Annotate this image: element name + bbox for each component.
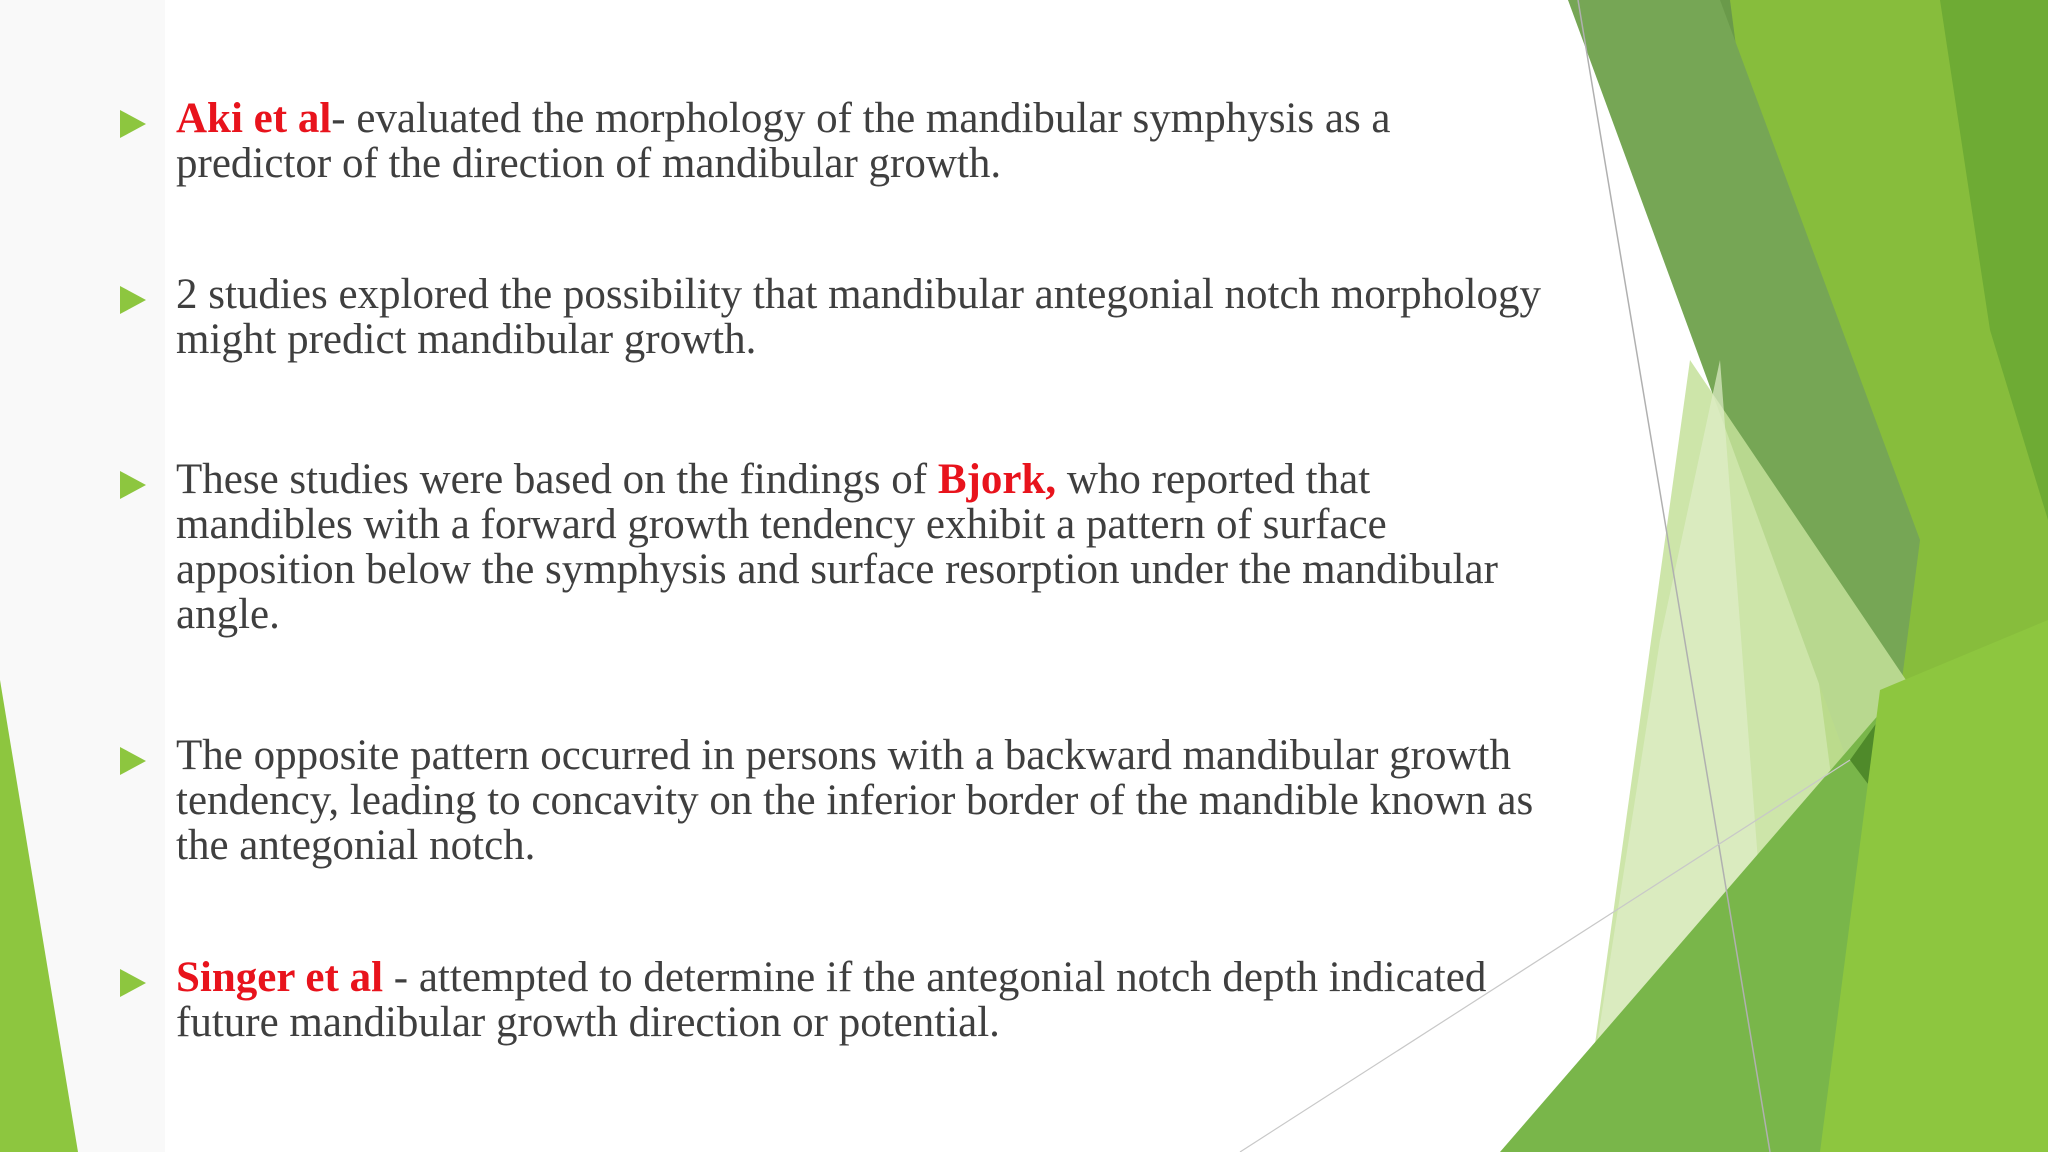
- bullet-text: [176, 955, 1816, 1045]
- bullet-arrow-icon: [120, 110, 146, 138]
- text-line: apposition below the symphysis and surface resorption under the mandibular: [176, 546, 1498, 593]
- bullet-arrow-icon: [120, 747, 146, 775]
- text-line: mandibles with a forward growth tendency exhibit a pattern of surface: [176, 501, 1387, 548]
- text-line: might predict mandibular growth.: [176, 316, 757, 363]
- text-line: - attempted to determine if the antegonial notch depth indicated: [383, 954, 1487, 1001]
- bullet-arrow-icon: [120, 286, 146, 314]
- text-line: angle.: [176, 591, 280, 638]
- text-line: who reported that: [1056, 456, 1371, 503]
- bullet-text: [176, 272, 1816, 362]
- bullet-text: [176, 733, 1816, 868]
- highlight-author: Aki et al: [176, 95, 332, 142]
- text-line: tendency, leading to concavity on the inferior border of the mandible known as: [176, 777, 1534, 824]
- highlight-author: Bjork,: [937, 456, 1057, 503]
- text-prefix: These studies were based on the findings of: [176, 456, 938, 503]
- bullet-arrow-icon: [120, 471, 146, 499]
- bullet-arrow-icon: [120, 969, 146, 997]
- text-line: predictor of the direction of mandibular growth.: [176, 140, 1002, 187]
- bullet-text: [176, 96, 1816, 186]
- highlight-author: Singer et al: [176, 954, 384, 1001]
- text-line: - evaluated the morphology of the mandibular symphysis as a: [331, 95, 1391, 142]
- text-line: future mandibular growth direction or potential.: [176, 999, 1000, 1046]
- bullet-text: [176, 457, 1816, 637]
- text-line: 2 studies explored the possibility that mandibular antegonial notch morphology: [176, 271, 1542, 318]
- text-line: the antegonial notch.: [176, 822, 536, 869]
- text-line: The opposite pattern occurred in persons with a backward mandibular growth: [176, 732, 1511, 779]
